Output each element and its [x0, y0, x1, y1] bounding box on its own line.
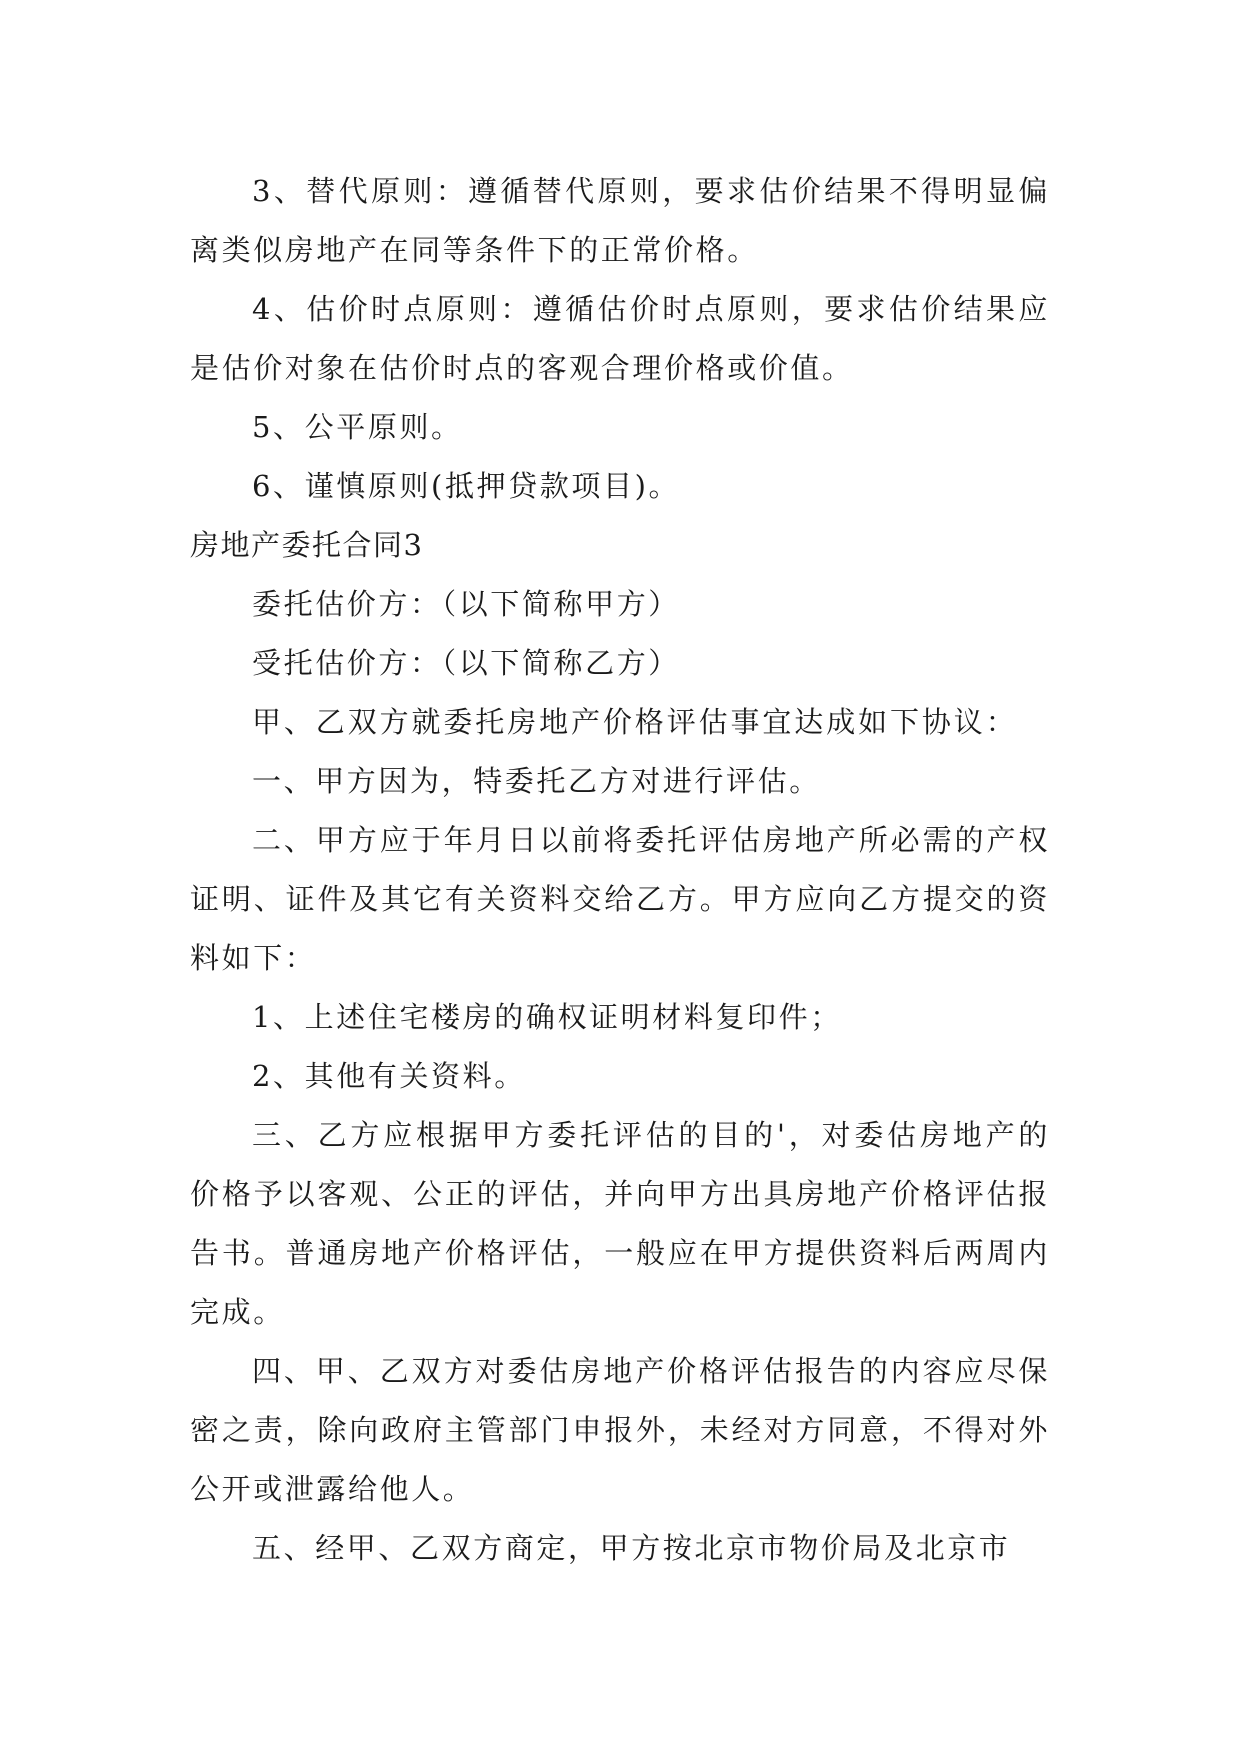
section-title: 房地产委托合同3	[190, 528, 424, 562]
principle-valuation-time: 4、估价时点原则：遵循估价时点原则，要求估价结果应是估价对象在估价时点的客观合理价格或价值。	[190, 292, 1050, 385]
document-body	[190, 162, 1050, 1578]
contract-clause-2: 二、甲方应于年月日以前将委托评估房地产所必需的产权证明、证件及其它有关资料交给乙方。甲方应向乙方提交的资料如下：	[190, 823, 1050, 975]
contract-clause-5: 五、经甲、乙双方商定，甲方按北京市物价局及北京市	[252, 1531, 1011, 1565]
contract-clause-1: 一、甲方因为，特委托乙方对进行评估。	[252, 764, 821, 798]
contract-clause-3: 三、乙方应根据甲方委托评估的目的'，对委估房地产的价格予以客观、公正的评估，并向甲方出具房地产价格评估报告书。普通房地产价格评估，一般应在甲方提供资料后两周内完成。	[190, 1118, 1050, 1329]
contract-material-1: 1、上述住宅楼房的确权证明材料复印件；	[252, 1000, 842, 1034]
contract-material-2: 2、其他有关资料。	[252, 1059, 526, 1093]
contract-client: 委托估价方：（以下简称甲方）	[252, 587, 680, 621]
principle-prudence: 6、谨慎原则(抵押贷款项目)。	[252, 469, 681, 503]
principle-substitution: 3、替代原则：遵循替代原则，要求估价结果不得明显偏离类似房地产在同等条件下的正常价格。	[190, 174, 1050, 267]
contract-appraiser: 受托估价方：（以下简称乙方）	[252, 646, 680, 680]
contract-agreement-intro: 甲、乙双方就委托房地产价格评估事宜达成如下协议：	[252, 705, 1018, 739]
principle-fairness: 5、公平原则。	[252, 410, 463, 444]
contract-clause-4: 四、甲、乙双方对委估房地产价格评估报告的内容应尽保密之责，除向政府主管部门申报外，未经对方同意，不得对外公开或泄露给他人。	[190, 1354, 1050, 1506]
